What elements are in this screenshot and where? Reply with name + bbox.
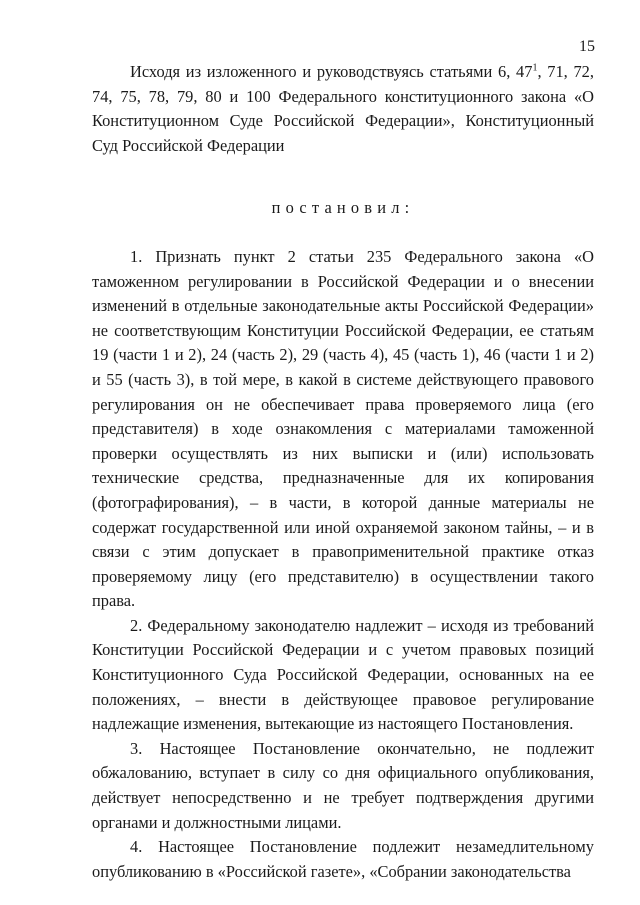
intro-text-start: Исходя из изложенного и руководствуясь статьями 6, 47: [130, 62, 533, 81]
page-number: 15: [579, 38, 595, 55]
article-superscript: 1: [532, 62, 538, 74]
paragraph-1: 1. Признать пункт 2 статьи 235 Федерального закона «О таможенном регулировании в Российской Федерации и о внесении изменений в отдельные законодательные акты Российской Федерации» не соответствующим Конституции Российской Федерации, ее статьям 19 (части 1 и 2), 24 (часть 2), 29 (часть 4), 45 (часть 1), 46 (части 1 и 2) и 55 (часть 3), в той мере, в какой в системе действующего правового регулирования он не обеспечивает права проверяемого лица (его представителя) в ходе ознакомления с материалами таможенной проверки осуществлять из них выписки и (или) использовать технические средства, предназначенные для их копирования (фотографирования), – в части, в которой данные материалы не содержат государственной или иной охраняемой законом тайны, – и в связи с этим допускает в правоприменительной практике отказ проверяемому лицу (его представителю) в осуществлении такого права.: [92, 246, 594, 611]
paragraph-2: 2. Федеральному законодателю надлежит – исходя из требований Конституции Российской Федерации и с учетом правовых позиций Конституционного Суда Российской Федерации, основанных на ее положениях, – внести в действующее правовое регулирование надлежащие изменения, вытекающие из настоящего Постановления.: [92, 615, 594, 734]
paragraph-3: 3. Настоящее Постановление окончательно, не подлежит обжалованию, вступает в силу со дня официального опубликования, действует непосредственно и не требует подтверждения другими органами и должностными лицами.: [92, 738, 594, 832]
paragraph-4: 4. Настоящее Постановление подлежит незамедлительному опубликованию в «Российской газете», «Собрании законодательства: [92, 837, 594, 881]
document-body: [92, 60, 594, 884]
resolution-heading: постановил:: [271, 198, 415, 218]
intro-paragraph: [92, 60, 594, 158]
intro-text-end: , 71, 72, 74, 75, 78, 79, 80 и 100 Федерального конституционного закона «О Конституционном Суде Российской Федерации», Конституционный Суд Российской Федерации: [92, 62, 594, 155]
